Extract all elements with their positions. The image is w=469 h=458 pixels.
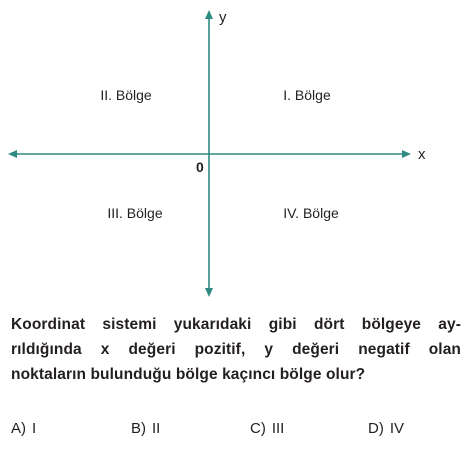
- option-b[interactable]: [131, 420, 160, 437]
- option-d-letter: D): [368, 420, 384, 437]
- y-axis-label: y: [219, 9, 227, 26]
- option-a-letter: A): [11, 420, 26, 437]
- x-axis-right-arrowhead: [402, 150, 411, 158]
- question-line-3: noktaların bulunduğu bölge kaçıncı bölge olur?: [11, 366, 366, 383]
- option-a[interactable]: [11, 420, 36, 437]
- option-a-value: I: [32, 420, 37, 437]
- question-line-1: Koordinat sistemi yukarıdaki gibi dört bölgeye ay-: [11, 316, 461, 333]
- x-axis-label: x: [418, 146, 426, 163]
- y-axis-bottom-arrowhead: [205, 288, 213, 297]
- option-b-value: II: [152, 420, 161, 437]
- region-label-fourth: IV. Bölge: [283, 205, 339, 221]
- y-axis-top-arrowhead: [205, 10, 213, 19]
- option-c[interactable]: [250, 420, 284, 437]
- option-d-value: IV: [389, 420, 405, 437]
- answer-options: [0, 420, 469, 444]
- x-axis-left-arrowhead: [8, 150, 17, 158]
- question-text: [11, 312, 461, 387]
- option-c-value: III: [271, 420, 285, 437]
- region-label-first: I. Bölge: [283, 87, 331, 103]
- region-label-second: II. Bölge: [100, 87, 152, 103]
- question-line-2: rıldığında x değeri pozitif, y değeri negatif olan: [11, 341, 461, 358]
- origin-label: 0: [196, 159, 204, 175]
- option-b-letter: B): [131, 420, 146, 437]
- region-label-third: III. Bölge: [107, 205, 163, 221]
- option-c-letter: C): [250, 420, 266, 437]
- option-d[interactable]: [368, 420, 404, 437]
